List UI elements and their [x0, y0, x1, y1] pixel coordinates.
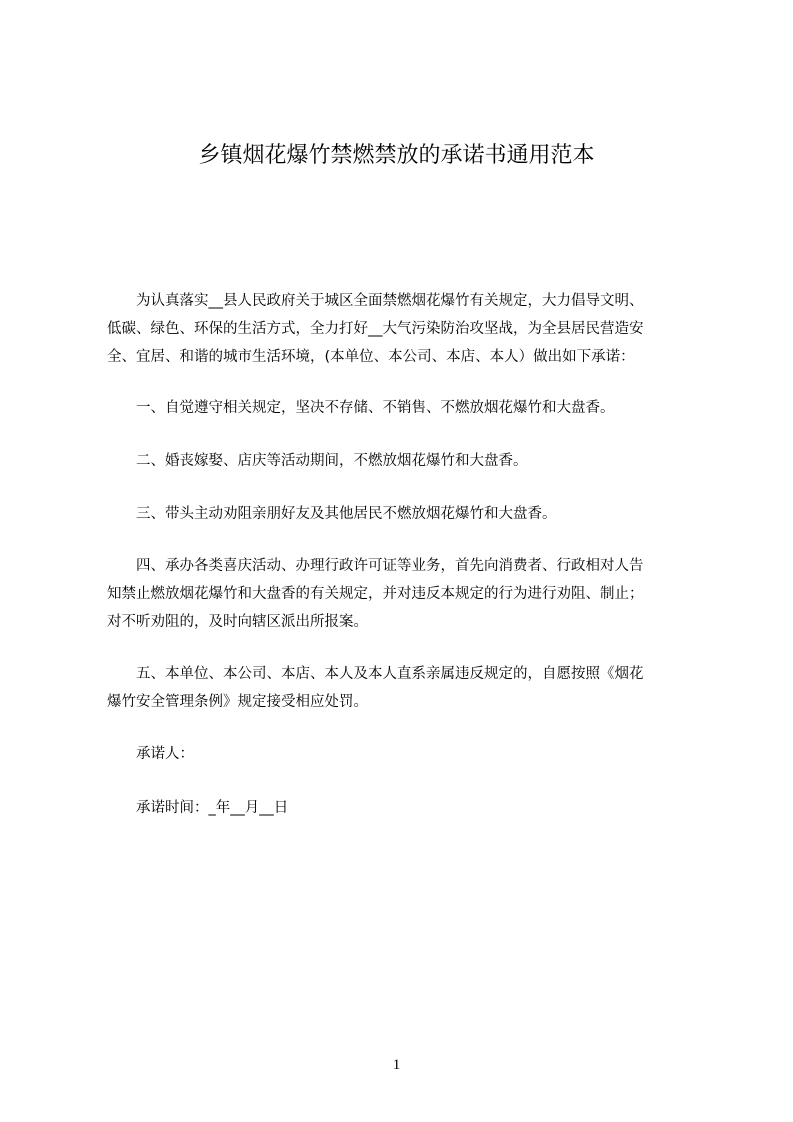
pledge-item-2: [107, 447, 697, 475]
date-label: 承诺时间：_年__月__日: [107, 800, 289, 816]
pledge-item-5: [107, 660, 697, 716]
pledge-item-4-line-1: 四、承办各类喜庆活动、办理行政许可证等业务，首先向消费者、行政相对人告: [107, 558, 644, 574]
pledge-item-3-text: 三、带头主动劝阻亲朋好友及其他居民不燃放烟花爆竹和大盘香。: [107, 506, 557, 522]
pledge-item-5-line-1: 五、本单位、本公司、本店、本人及本人直系亲属违反规定的，自愿按照《烟花: [107, 666, 644, 682]
intro-line-2: 低碳、绿色、环保的生活方式，全力打好__大气污染防治攻坚战，为全县居民营造安: [107, 321, 644, 337]
page-number: 1: [392, 1057, 401, 1073]
pledge-item-5-line-2: 爆竹安全管理条例》规定接受相应处罚。: [107, 694, 368, 710]
page-title: 乡镇烟花爆竹禁燃禁放的承诺书通用范本: [198, 143, 595, 168]
pledge-item-3: [107, 500, 697, 528]
signer-label: 承诺人：: [107, 746, 194, 762]
pledge-item-2-text: 二、婚丧嫁娶、店庆等活动期间，不燃放烟花爆竹和大盘香。: [107, 453, 528, 469]
date-line: [107, 794, 697, 822]
pledge-item-4: [107, 552, 697, 636]
signer-line: [107, 740, 697, 768]
intro-line-1: 为认真落实__县人民政府关于城区全面禁燃烟花爆竹有关规定，大力倡导文明、: [107, 293, 644, 309]
pledge-item-1: [107, 394, 697, 422]
intro-line-3: 全、宜居、和谐的城市生活环境，(本单位、本公司、本店、本人）做出如下承诺：: [107, 349, 635, 365]
intro-paragraph: [107, 287, 697, 371]
pledge-item-1-text: 一、自觉遵守相关规定，坚决不存储、不销售、不燃放烟花爆竹和大盘香。: [107, 400, 615, 416]
pledge-item-4-line-3: 对不听劝阻的，及时向辖区派出所报案。: [107, 614, 368, 630]
pledge-item-4-line-2: 知禁止燃放烟花爆竹和大盘香的有关规定，并对违反本规定的行为进行劝阻、制止；: [107, 586, 644, 602]
